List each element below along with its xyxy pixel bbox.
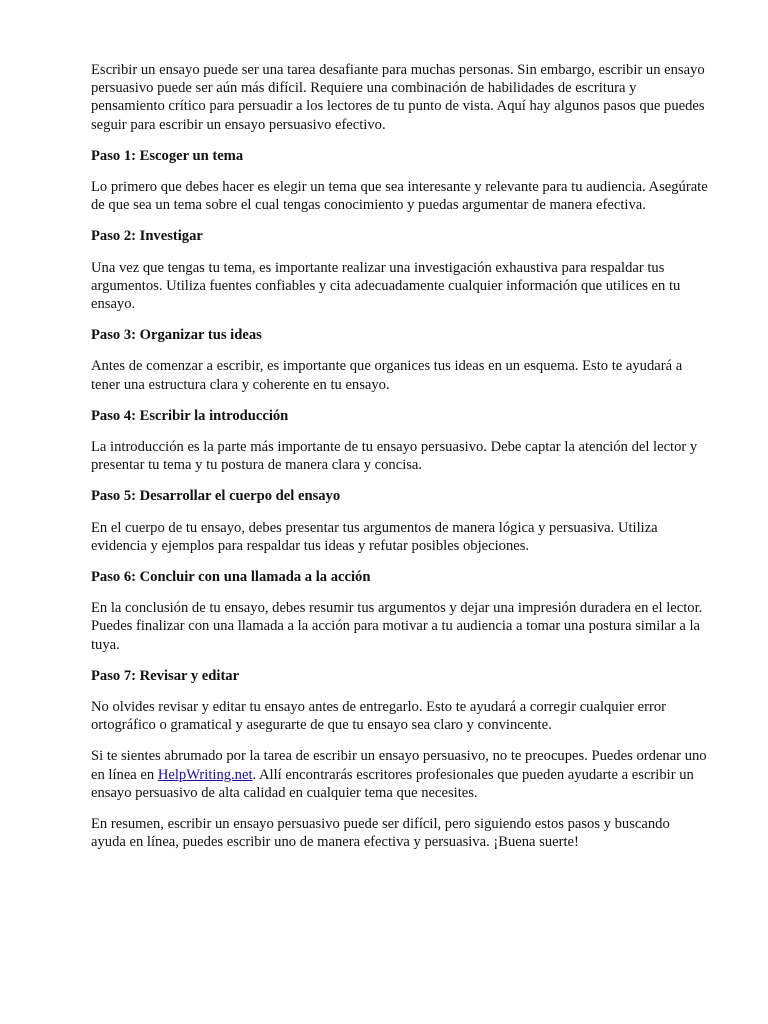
step-4-text: La introducción es la parte más importante de tu ensayo persuasivo. Debe captar la atención del lector y presentar tu tema y tu postura de manera clara y concisa. (91, 439, 698, 474)
step-2-text: Una vez que tengas tu tema, es importante realizar una investigación exhaustiva para respaldar tus argumentos. Utiliza fuentes confiables y cita adecuadamente cualquier información que utilices en tu ensayo. (91, 259, 681, 313)
step-5-text: En el cuerpo de tu ensayo, debes presentar tus argumentos de manera lógica y persuasiva. Utiliza evidencia y ejemplos para respaldar tus ideas y refutar posibles objeciones. (91, 519, 658, 554)
step-1-heading: Paso 1: Escoger un tema (91, 147, 244, 164)
helpwriting-link[interactable]: HelpWriting.net (157, 766, 253, 783)
step-3-text: Antes de comenzar a escribir, es importante que organices tus ideas en un esquema. Esto te ayudará a tener una estructura clara y coherente en tu ensayo. (91, 358, 683, 393)
step-7-heading: Paso 7: Revisar y editar (91, 667, 240, 684)
step-5-heading: Paso 5: Desarrollar el cuerpo del ensayo (91, 488, 341, 505)
conclusion-paragraph: En resumen, escribir un ensayo persuasivo puede ser difícil, pero siguiendo estos pasos y buscando ayuda en línea, puedes escribir uno de manera efectiva y persuasiva. ¡Buena suerte! (91, 816, 670, 851)
step-1-text: Lo primero que debes hacer es elegir un tema que sea interesante y relevante para tu audiencia. Asegúrate de que sea un tema sobre el cual tengas conocimiento y puedas argumentar de manera efectiva. (91, 179, 708, 214)
step-4-heading: Paso 4: Escribir la introducción (91, 407, 289, 424)
promo-paragraph (91, 747, 708, 802)
step-3-heading: Paso 3: Organizar tus ideas (91, 327, 262, 344)
step-6-heading: Paso 6: Concluir con una llamada a la acción (91, 569, 371, 586)
promo-text-after: . Allí encontrarás escritores profesionales que pueden ayudarte a escribir un ensayo persuasivo de alta calidad en cualquier tema que necesites. (91, 766, 694, 801)
step-6-text: En la conclusión de tu ensayo, debes resumir tus argumentos y dejar una impresión duradera en el lector. Puedes finalizar con una llamada a la acción para motivar a tu audiencia a tomar una postura similar a la tuya. (91, 600, 703, 653)
intro-paragraph: Escribir un ensayo puede ser una tarea desafiante para muchas personas. Sin embargo, escribir un ensayo persuasivo puede ser aún más difícil. Requiere una combinación de habilidades de escritura y pensamiento crítico para persuadir a los lectores de tu punto de vista. Aquí hay algunos pasos que puedes seguir para escribir un ensayo persuasivo efectivo. (91, 62, 705, 133)
promo-text-before: Si te sientes abrumado por la tarea de escribir un ensayo persuasivo, no te preocupes. Puedes ordenar uno en línea en (91, 748, 707, 783)
step-7-text: No olvides revisar y editar tu ensayo antes de entregarlo. Esto te ayudará a corregir cualquier error ortográfico o gramatical y asegurarte de que tu ensayo sea claro y convincente. (91, 699, 666, 734)
step-2-heading: Paso 2: Investigar (91, 228, 203, 245)
